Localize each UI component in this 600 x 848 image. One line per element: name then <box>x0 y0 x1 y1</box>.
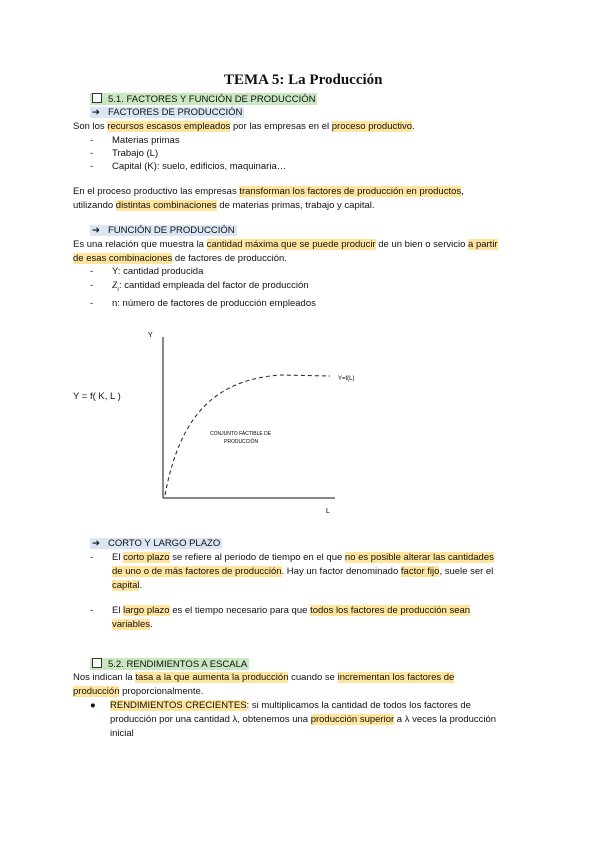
subheading-factores <box>90 107 244 118</box>
subheading-label: CORTO Y LARGO PLAZO <box>107 538 221 549</box>
text: . <box>139 580 143 591</box>
list-item-label: Y: cantidad producida <box>112 266 204 277</box>
text: de factores de producción. <box>172 253 287 264</box>
text: de un bien o servicio <box>375 239 469 250</box>
list-item-label: Capital (K): suelo, edificios, maquinaria… <box>112 161 287 172</box>
highlight: recursos escasos empleados <box>107 121 231 132</box>
list-item-label: n: número de factores de producción empleados <box>112 298 316 309</box>
paragraph-recursos <box>73 121 415 132</box>
highlight: producción superior <box>310 714 395 725</box>
bullet-icon: ● <box>90 700 96 711</box>
feasible-set-label-line1: CONJUNTO FACTIBLE DE <box>210 431 272 437</box>
text: El <box>112 605 124 616</box>
text: : si multiplicamos la cantidad de todos los factores de <box>246 700 471 711</box>
paragraph-rendimientos-line1 <box>73 672 454 683</box>
paragraph-rendimientos-line2 <box>73 686 203 697</box>
list-item-largo-line1: - El largo plazo es el tiempo necesario para que todos los factores de producción sean <box>90 605 471 616</box>
text: Son los <box>73 121 108 132</box>
text: se refiere al periodo de tiempo en el que <box>169 552 345 563</box>
production-function-chart <box>140 325 355 520</box>
text: proporcionalmente. <box>119 686 204 697</box>
highlight: RENDIMIENTOS CRECIENTES <box>110 700 247 711</box>
text: de materias primas, trabajo y capital. <box>216 200 375 211</box>
section-heading-5-1 <box>90 93 317 105</box>
highlight: proceso productivo <box>331 121 413 132</box>
list-item-largo-line2 <box>112 619 153 630</box>
symbol-z: Z <box>112 281 118 291</box>
symbol-subscript: i <box>117 286 119 293</box>
text: cuando se <box>288 672 338 683</box>
arrow-right-icon: ➔ <box>92 107 100 118</box>
list-item-label: Trabajo (L) <box>112 148 159 159</box>
text: , suele ser el <box>439 566 494 577</box>
text: es el tiempo necesario para que <box>169 605 311 616</box>
list-item: - Trabajo (L) <box>90 148 159 159</box>
text: . <box>412 121 415 132</box>
highlight: capital <box>112 580 140 591</box>
highlight: factor fijo <box>400 566 440 577</box>
text: Es una relación que muestra la <box>73 239 207 250</box>
highlight: incrementan los factores de <box>337 672 455 683</box>
list-item: - $Z_i$: cantidad empleada del factor de producción <box>90 280 309 293</box>
highlight: cantidad máxima que se puede producir <box>206 239 376 250</box>
highlight: producción <box>73 686 120 697</box>
section-heading-label: 5.2. RENDIMIENTOS A ESCALA <box>108 659 248 670</box>
page-title: TEMA 5: La Producción <box>224 72 383 88</box>
highlight: transforman los factores de producción en productos <box>239 186 462 197</box>
curve-label: Y=f(L) <box>338 376 355 382</box>
subheading-label: FACTORES DE PRODUCCIÓN <box>107 107 243 118</box>
list-item-corto-line2 <box>112 566 493 577</box>
list-item-corto-line3 <box>112 580 142 591</box>
checkbox-icon[interactable] <box>92 658 102 668</box>
highlight: distintas combinaciones <box>115 200 217 211</box>
highlight: de uno o de más factores de producción <box>112 566 282 577</box>
list-item-label: : cantidad empleada del factor de producción <box>118 280 309 291</box>
text: , <box>461 186 464 197</box>
feasible-set-label-line2: PRODUCCIÓN <box>224 439 259 445</box>
bullet-crecientes-line3: inicial <box>110 728 134 739</box>
paragraph-relacion-line2 <box>73 253 287 264</box>
highlight: tasa a la que aumenta la producción <box>135 672 289 683</box>
paragraph-proceso-line2 <box>73 200 375 211</box>
highlight: corto plazo <box>123 552 170 563</box>
y-axis-label: Y <box>148 332 153 339</box>
list-item: - Y: cantidad producida <box>90 266 204 277</box>
bullet-crecientes-line1 <box>90 700 471 711</box>
highlight: de esas combinaciones <box>73 253 173 264</box>
section-heading-5-2 <box>90 658 249 670</box>
subheading-funcion <box>90 225 237 236</box>
section-heading-label: 5.1. FACTORES Y FUNCIÓN DE PRODUCCIÓN <box>108 94 316 105</box>
text: . <box>150 619 153 630</box>
paragraph-relacion-line1 <box>73 239 498 250</box>
checkbox-icon[interactable] <box>92 93 102 103</box>
list-item: - Materias primas <box>90 135 180 146</box>
subheading-label: FUNCIÓN DE PRODUCCIÓN <box>107 225 235 236</box>
list-item: - n: número de factores de producción empleados <box>90 298 316 309</box>
text: El <box>112 552 124 563</box>
text: En el proceso productivo las empresas <box>73 186 240 197</box>
highlight: variables <box>112 619 151 630</box>
highlight: todos los factores de producción sean <box>310 605 471 616</box>
highlight: largo plazo <box>123 605 170 616</box>
text: Nos indican la <box>73 672 136 683</box>
text: a λ veces la producción <box>394 714 497 725</box>
bullet-crecientes-line2 <box>110 714 496 725</box>
highlight: no es posible alterar las cantidades <box>344 552 494 563</box>
formula: Y = f( K, L ) <box>73 391 121 402</box>
highlight: a partir <box>468 239 498 250</box>
paragraph-proceso-line1 <box>73 186 464 197</box>
list-item-label: Materias primas <box>112 135 180 146</box>
text: utilizando <box>73 200 116 211</box>
text: producción por una cantidad λ, obtenemos una <box>110 714 311 725</box>
x-axis-label: L <box>326 508 330 515</box>
list-item-corto-line1: - El corto plazo se refiere al periodo de tiempo en el que no es posible alterar las cantidades <box>90 552 494 563</box>
arrow-right-icon: ➔ <box>92 538 100 549</box>
list-item: - Capital (K): suelo, edificios, maquinaria… <box>90 161 287 172</box>
arrow-right-icon: ➔ <box>92 225 100 236</box>
subheading-corto-largo <box>90 538 222 549</box>
text: por las empresas en el <box>230 121 332 132</box>
text: . Hay un factor denominado <box>281 566 401 577</box>
